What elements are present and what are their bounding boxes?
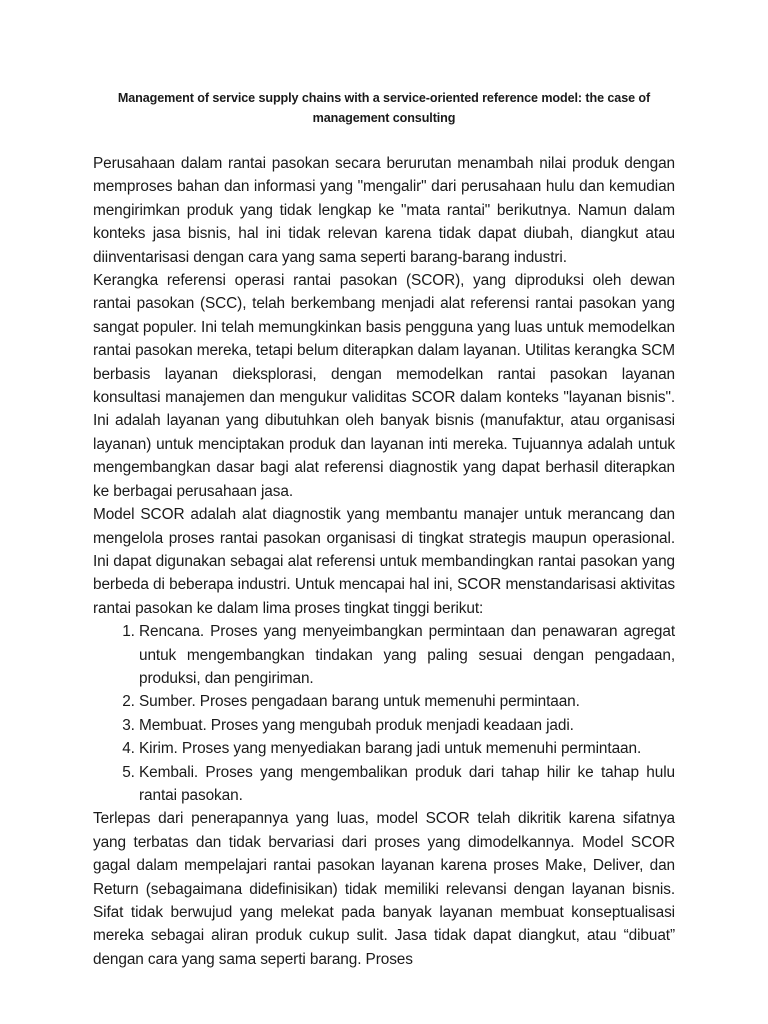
list-item: 5. Kembali. Proses yang mengembalikan produk dari tahap hilir ke tahap hulu rantai pasokan. — [139, 761, 675, 808]
paragraph: Model SCOR adalah alat diagnostik yang membantu manajer untuk merancang dan mengelola proses rantai pasokan organisasi di tingkat strategis maupun operasional. Ini dapat digunakan sebagai alat referensi untuk membandingkan rantai pasokan yang berbeda di beberapa industri. Untuk mencapai hal ini, SCOR menstandarisasi aktivitas rantai pasokan ke dalam lima proses tingkat tinggi berikut: — [93, 506, 675, 617]
list-item: 3. Membuat. Proses yang mengubah produk menjadi keadaan jadi. — [139, 714, 675, 737]
paragraph: Perusahaan dalam rantai pasokan secara berurutan menambah nilai produk dengan memproses bahan dan informasi yang "mengalir" dari perusahaan hulu dan kemudian mengirimkan produk yang tidak lengkap ke "mata rantai" berikutnya. Namun dalam konteks jasa bisnis, hal ini tidak relevan karena tidak dapat diubah, diangkut atau diinventarisasi dengan cara yang sama seperti barang-barang industri. — [93, 155, 675, 266]
document-title: Management of service supply chains with a service-oriented reference model: the case of management consulting — [117, 91, 651, 125]
document-body — [93, 152, 675, 971]
paragraph: Kerangka referensi operasi rantai pasokan (SCOR), yang diproduksi oleh dewan rantai pasokan (SCC), telah berkembang menjadi alat referensi rantai pasokan yang sangat populer. Ini telah memungkinkan basis pengguna yang luas untuk memodelkan rantai pasokan mereka, tetapi belum diterapkan dalam layanan. Utilitas kerangka SCM berbasis layanan dieksplorasi, dengan memodelkan rantai pasokan layanan konsultasi manajemen dan mengukur validitas SCOR dalam konteks "layanan bisnis". Ini adalah layanan yang dibutuhkan oleh banyak bisnis (manufaktur, atau organisasi layanan) untuk menciptakan produk dan layanan inti mereka. Tujuannya adalah untuk mengembangkan dasar bagi alat referensi diagnostik yang dapat berhasil diterapkan ke berbagai perusahaan jasa. — [93, 272, 675, 500]
list-item: 2. Sumber. Proses pengadaan barang untuk memenuhi permintaan. — [139, 690, 675, 713]
list-item: 1. Rencana. Proses yang menyeimbangkan permintaan dan penawaran agregat untuk mengembangkan tindakan yang paling sesuai dengan pengadaan, produksi, dan pengiriman. — [139, 620, 675, 690]
paragraph: Terlepas dari penerapannya yang luas, model SCOR telah dikritik karena sifatnya yang terbatas dan tidak bervariasi dari proses yang dimodelkannya. Model SCOR gagal dalam mempelajari rantai pasokan layanan karena proses Make, Deliver, dan Return (sebagaimana didefinisikan) tidak memiliki relevansi dengan layanan bisnis. Sifat tidak berwujud yang melekat pada banyak layanan membuat konseptualisasi mereka sebagai aliran produk cukup sulit. Jasa tidak dapat diangkut, atau “dibuat” dengan cara yang sama seperti barang. Proses — [93, 810, 675, 968]
list-item: 4. Kirim. Proses yang menyediakan barang jadi untuk memenuhi permintaan. — [139, 737, 675, 760]
process-list — [93, 620, 675, 807]
